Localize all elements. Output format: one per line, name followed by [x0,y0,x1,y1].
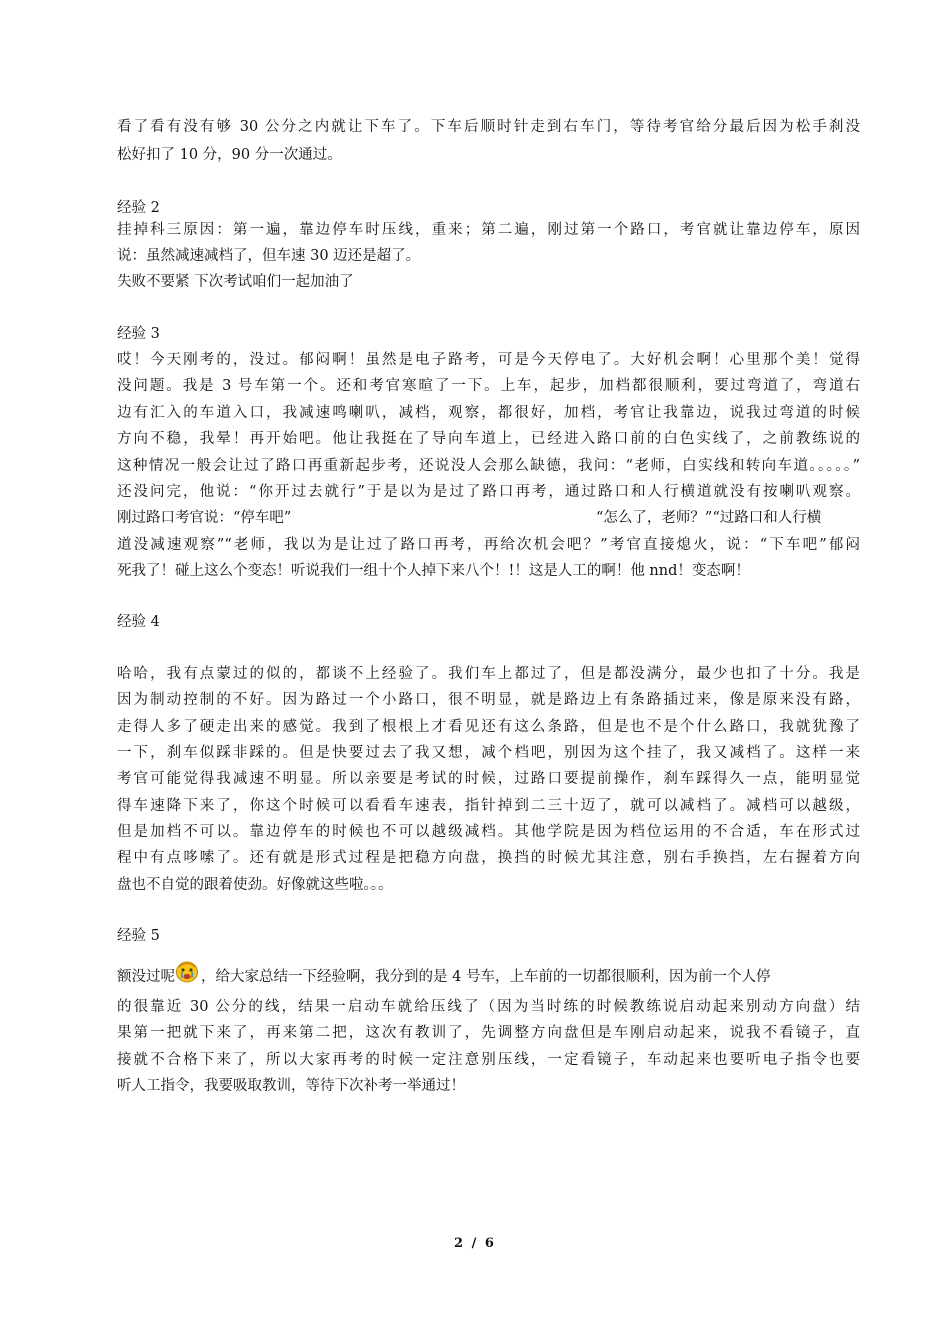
text-line: 死我了！碰上这么个变态！听说我们一组十个人掉下来八个！!！这是人工的啊！他 nnd！变态啊！ [117,563,750,579]
text-line: 的很靠近 30 公分的线，结果一启动车就给压线了（因为当时练的时候教练说启动起来别动方向盘）结 [117,999,860,1015]
crying-face-icon [175,959,199,983]
text-line: 边有汇入的车道入口，我减速鸣喇叭，减档，观察，都很好，加档，考官让我靠边，说我过弯道的时候 [117,405,860,421]
text-line: 刚过路口考官说：“停车吧” [117,510,292,526]
text-line: 没问题。我是 3 号车第一个。还和考官寒暄了一下。上车，起步，加档都很顺利，要过弯道了，弯道右 [117,378,860,394]
text-segment: ，给大家总结一下经验啊，我分到的是 4 号车，上车前的一切都很顺利，因为前一个人停 [201,969,771,985]
text-line: 看了看有没有够 30 公分之内就让下车了。下车后顺时针走到右车门，等待考官给分最后因为松手刹没 [117,119,860,135]
text-line: 听人工指令，我要吸取教训，等待下次补考一举通过！ [117,1078,465,1094]
text-line: 挂掉科三原因：第一遍，靠边停车时压线，重来；第二遍，刚过第一个路口，考官就让靠边停车，原因 [117,222,860,238]
page-number: 2 / 6 [454,1236,496,1251]
text-line: 接就不合格下来了，所以大家再考的时候一定注意别压线，一定看镜子，车动起来也要听电子指令也要 [117,1052,860,1068]
text-line: 哎！今天刚考的，没过。郁闷啊！虽然是电子路考，可是今天停电了。大好机会啊！心里那个美！觉得 [117,352,860,368]
text-line: “怎么了，老师？”“过路口和人行横 [596,510,822,526]
text-line: 这种情况一般会让过了路口再重新起步考，还说没人会那么缺德，我问：“老师，白实线和转向车道。。。。。” [117,458,860,474]
text-line: 因为制动控制的不好。因为路过一个小路口，很不明显，就是路边上有条路插过来，像是原来没有路， [117,692,860,708]
text-line: 但是加档不可以。靠边停车的时候也不可以越级减档。其他学院是因为档位运用的不合适，车在形式过 [117,824,860,840]
text-line: 失败不要紧 下次考试咱们一起加油了 [117,274,354,290]
text-line: 方向不稳，我晕！再开始吧。他让我挺在了导向车道上，已经进入路口前的白色实线了，之前教练说的 [117,431,860,447]
section-heading-5: 经验 5 [117,928,160,944]
text-line: 哈哈，我有点蒙过的似的，都谈不上经验了。我们车上都过了，但是都没满分，最少也扣了十分。我是 [117,666,860,682]
text-line: 得车速降下来了，你这个时候可以看看车速表，指针掉到二三十迈了，就可以减档了。减档可以越级， [117,798,860,814]
text-line: 还没问完，他说：“你开过去就行”于是以为是过了路口再考，通过路口和人行横道就没有按喇叭观察。 [117,484,860,500]
text-line: 道没减速观察”“老师，我以为是让过了路口再考，再给次机会吧？”考官直接熄火，说：“下车吧”郁闷 [117,537,860,553]
section-heading-4: 经验 4 [117,614,160,630]
text-line: 一下，刹车似踩非踩的。但是快要过去了我又想，减个档吧，别因为这个挂了，我又减档了。这样一来 [117,745,860,761]
section-heading-2: 经验 2 [117,200,160,216]
text-line: 果第一把就下来了，再来第二把，这次有教训了，先调整方向盘但是车刚启动起来，说我不看镜子，直 [117,1025,860,1041]
text-line: 考官可能觉得我减速不明显。所以亲要是考试的时候，过路口要提前操作，刹车踩得久一点，能明显觉 [117,771,860,787]
text-line: 盘也不自觉的跟着使劲。好像就这些啦。。。 [117,877,393,893]
text-line: 说：虽然减速减档了，但车速 30 迈还是超了。 [117,248,421,264]
text-segment: 额没过呢 [117,969,175,985]
text-line: 松好扣了 10 分，90 分一次通过。 [117,147,342,163]
text-line: 走得人多了硬走出来的感觉。我到了根根上才看见还有这么条路，但是也不是个什么路口，我就犹豫了 [117,719,860,735]
section-heading-3: 经验 3 [117,326,160,342]
text-line [117,959,770,987]
text-line: 程中有点哆嗦了。还有就是形式过程是把稳方向盘，换挡的时候尤其注意，别右手换挡，左右握着方向 [117,850,860,866]
